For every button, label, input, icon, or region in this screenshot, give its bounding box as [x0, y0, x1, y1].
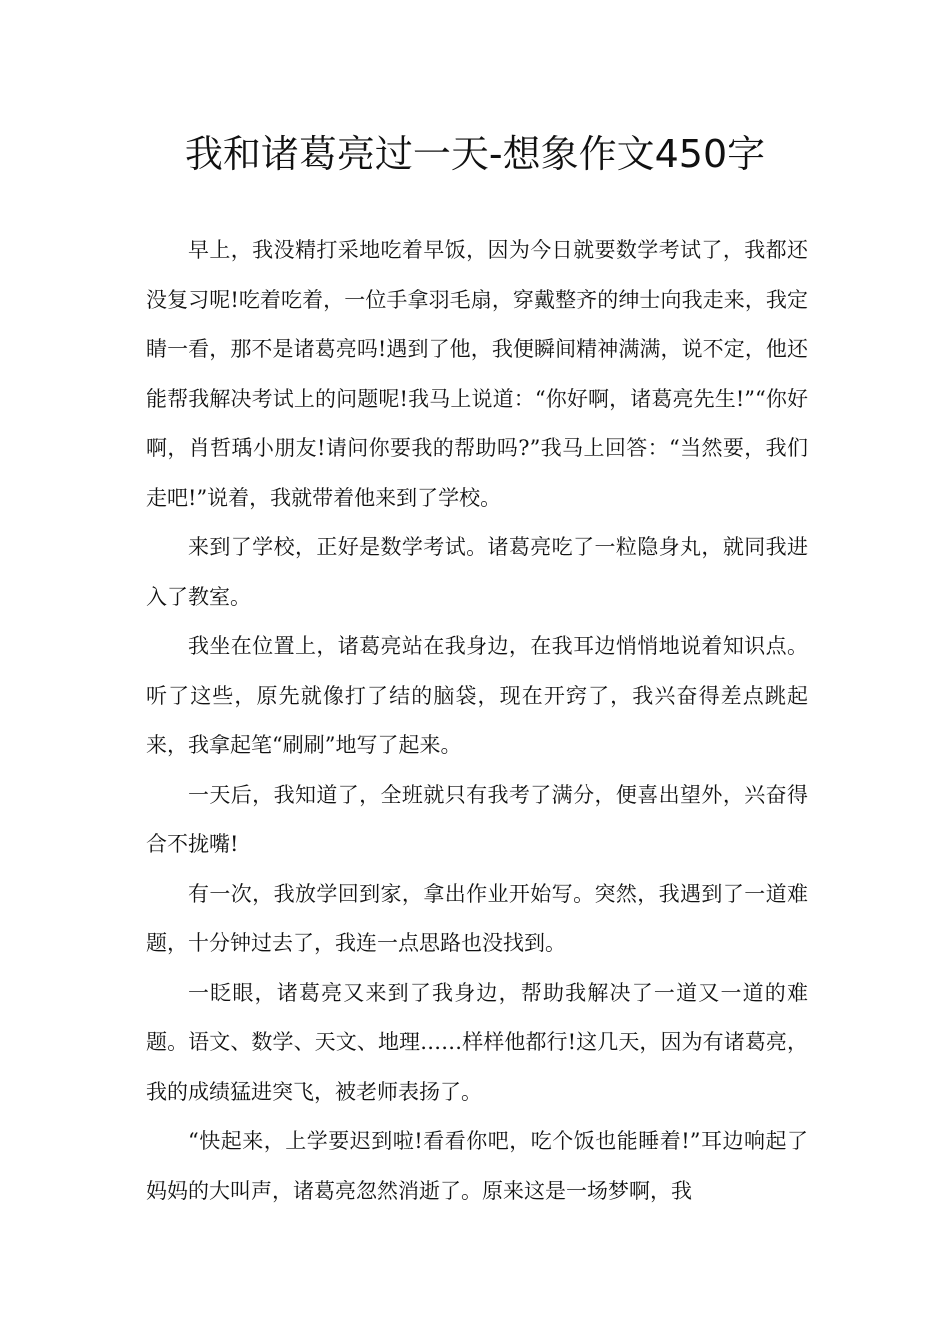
paragraph-6: 一眨眼，诸葛亮又来到了我身边，帮助我解决了一道又一道的难题。语文、数学、天文、地理……样样他都行!这几天，因为有诸葛亮，我的成绩猛进突飞，被老师表扬了。: [146, 980, 808, 1104]
paragraph-7: “快起来，上学要迟到啦!看看你吧，吃个饭也能睡着!”耳边响起了妈妈的大叫声，诸葛亮忽然消逝了。原来这是一场梦啊，我: [146, 1129, 808, 1203]
paragraph-4: 一天后，我知道了，全班就只有我考了满分，便喜出望外，兴奋得合不拢嘴!: [146, 782, 808, 856]
document-title: 我和诸葛亮过一天-想象作文450字: [184, 132, 766, 176]
paragraph-5: 有一次，我放学回到家，拿出作业开始写。突然，我遇到了一道难题，十分钟过去了，我连一点思路也没找到。: [146, 881, 808, 955]
paragraph-1: 早上，我没精打采地吃着早饭，因为今日就要数学考试了，我都还没复习呢!吃着吃着，一位手拿羽毛扇，穿戴整齐的绅士向我走来，我定睛一看，那不是诸葛亮吗!遇到了他，我便瞬间精神满满，说不定，他还能帮我解决考试上的问题呢!我马上说道：“你好啊，诸葛亮先生!”“你好啊，肖哲瑀小朋友!请问你要我的帮助吗?”我马上回答：“当然要，我们走吧!”说着，我就带着他来到了学校。: [146, 238, 808, 510]
document-body: [146, 226, 808, 1216]
paragraph-2: 来到了学校，正好是数学考试。诸葛亮吃了一粒隐身丸，就同我进入了教室。: [146, 535, 808, 609]
paragraph-3: 我坐在位置上，诸葛亮站在我身边，在我耳边悄悄地说着知识点。听了这些，原先就像打了结的脑袋，现在开窍了，我兴奋得差点跳起来，我拿起笔“刷刷”地写了起来。: [146, 634, 808, 757]
